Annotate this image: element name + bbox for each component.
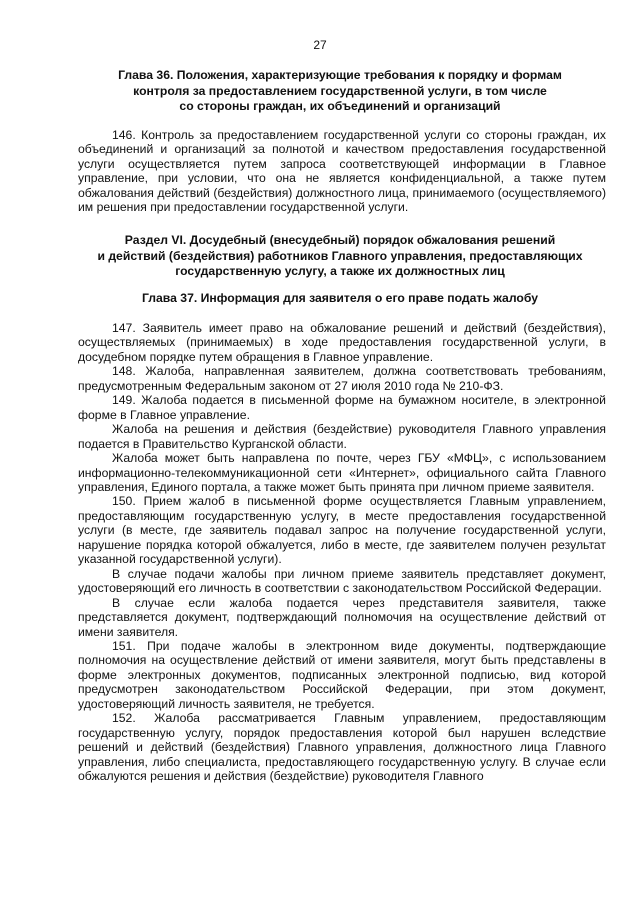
paragraph: 150. Прием жалоб в письменной форме осуществляется Главным управлением, предоставляющим государственную услугу, в месте предоставления государственной услуги (в месте, где заявитель подавал запрос на получение государственной услуги, нарушение порядка которой обжалуется, либо в месте, где заявителем получен результат указанной государственной услуги). bbox=[78, 494, 606, 567]
paragraph: 146. Контроль за предоставлением государственной услуги со стороны граждан, их объединений и организаций за полнотой и качеством предоставления государственной услуги осуществляется путем запроса соответствующей информации в Главное управление, при условии, что она не является конфиденциальной, а также путем обжалования действий (бездействия) должностного лица, принимаемого (осуществляемого) им решения при предоставлении государственной услуги. bbox=[78, 128, 606, 215]
page-number: 27 bbox=[313, 38, 327, 52]
paragraph: 152. Жалоба рассматривается Главным управлением, предоставляющим государственную услугу, порядок предоставления которой был нарушен вследствие решений и действий (бездействия) Главного управления, должностного лица Главного управления, либо специалиста, предоставляющего государственную услугу. В случае если обжалуются решения и действия (бездействие) руководителя Главного bbox=[78, 711, 606, 784]
paragraph: 149. Жалоба подается в письменной форме на бумажном носителе, в электронной форме в Главное управление. bbox=[78, 393, 606, 422]
heading-line: Глава 36. Положения, характеризующие требования к порядку и формам bbox=[118, 68, 562, 82]
heading-line: и действий (бездействия) работников Главного управления, предоставляющих bbox=[97, 248, 583, 263]
heading-line: Раздел VI. Досудебный (внесудебный) порядок обжалования решений bbox=[124, 233, 556, 247]
chapter-36-heading bbox=[60, 68, 620, 115]
paragraph: В случае подачи жалобы при личном приеме заявитель представляет документ, удостоверяющий его личность в соответствии с законодательством Российской Федерации. bbox=[78, 566, 606, 596]
paragraph: 148. Жалоба, направленная заявителем, должна соответствовать требованиям, предусмотренным Федеральным законом от 27 июля 2010 года № 210-ФЗ. bbox=[78, 364, 606, 393]
paragraph: 151. При подаче жалобы в электронном виде документы, подтверждающие полномочия на осуществление действий от имени заявителя, могут быть представлены в форме электронных документов, подписанных электронной подписью, вид которой предусмотрен законодательством Российской Федерации, при этом документ, удостоверяющий личность заявителя, не требуется. bbox=[78, 638, 606, 711]
section-6-heading bbox=[60, 233, 620, 280]
heading-line: со стороны граждан, их объединений и организаций bbox=[179, 99, 501, 114]
paragraph: Жалоба на решения и действия (бездействие) руководителя Главного управления подается в Правительство Курганской области. bbox=[78, 422, 606, 451]
heading-line: Глава 37. Информация для заявителя о его праве подать жалобу bbox=[141, 291, 539, 305]
heading-line: государственную услугу, а также их должностных лиц bbox=[175, 264, 505, 279]
paragraph: 147. Заявитель имеет право на обжалование решений и действий (бездействия), осуществляемых (принимаемых) в ходе предоставления государственной услуги, в досудебном порядке путем обращения в Главное управление. bbox=[78, 321, 606, 364]
chapter-37-heading bbox=[60, 291, 620, 307]
heading-line: контроля за предоставлением государственной услуги, в том числе bbox=[133, 83, 547, 98]
chapter-37-body bbox=[78, 321, 606, 784]
paragraph: В случае если жалоба подается через представителя заявителя, также представляется документ, подтверждающий полномочия на осуществление действий от имени заявителя. bbox=[78, 595, 606, 639]
paragraph: Жалоба может быть направлена по почте, через ГБУ «МФЦ», с использованием информационно-телекоммуникационной сети «Интернет», официального сайта Главного управления, Единого портала, а также может быть принята при личном приеме заявителя. bbox=[78, 451, 606, 494]
paragraph-146-block bbox=[78, 128, 606, 215]
